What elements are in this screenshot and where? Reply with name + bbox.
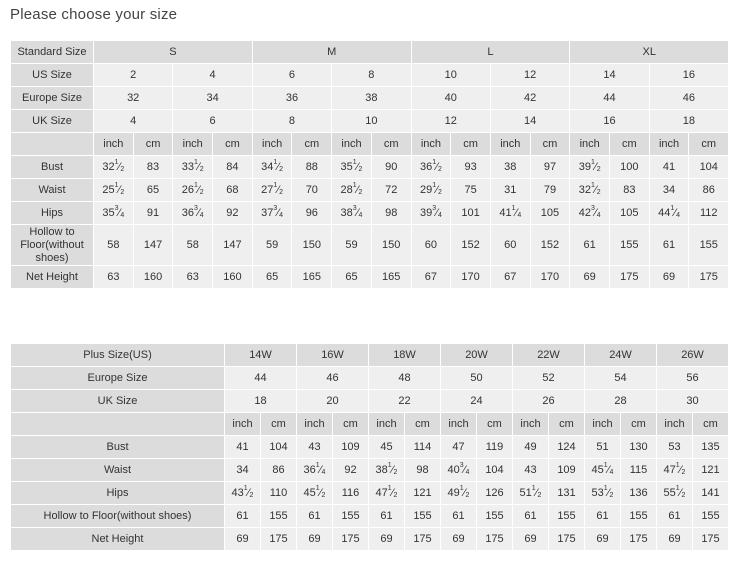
cell-bust-12: $39^1⁄_2$ — [570, 156, 610, 179]
cell-plus-4: 22W — [513, 344, 585, 367]
cell-height-plus-13: 175 — [693, 528, 729, 551]
cell-plus-6: 26W — [657, 344, 729, 367]
row-bust — [11, 156, 729, 179]
cell-waist-plus-12: $47^1⁄_2$ — [657, 459, 693, 482]
cell-hips-7: 98 — [371, 202, 411, 225]
cell-hips-3: 92 — [213, 202, 253, 225]
cell-plus-5: 24W — [585, 344, 657, 367]
cell-height-4: 65 — [252, 266, 292, 289]
cell-hips-plus-10: $53^1⁄_2$ — [585, 482, 621, 505]
row-label-uk-size: UK Size — [11, 110, 94, 133]
cell-bust-0: $32^1⁄_2$ — [94, 156, 134, 179]
row-label-europe-size-plus: Europe Size — [11, 367, 225, 390]
cell-unit-1: cm — [133, 133, 173, 156]
cell-hips-9: 101 — [451, 202, 491, 225]
cell-hollow-11: 152 — [530, 225, 570, 266]
row-waist-plus — [11, 459, 729, 482]
cell-waist-12: $32^1⁄_2$ — [570, 179, 610, 202]
cell-hollow-plus-5: 155 — [405, 505, 441, 528]
cell-height-plus-2: 69 — [297, 528, 333, 551]
cell-eu2-1: 46 — [297, 367, 369, 390]
cell-hollow-14: 61 — [649, 225, 689, 266]
cell-eu2-5: 54 — [585, 367, 657, 390]
cell-unit-plus-0: inch — [225, 413, 261, 436]
row-label-hips: Hips — [11, 202, 94, 225]
cell-bust-plus-10: 51 — [585, 436, 621, 459]
cell-bust-4: $34^1⁄_2$ — [252, 156, 292, 179]
cell-waist-7: 72 — [371, 179, 411, 202]
cell-height-15: 175 — [689, 266, 729, 289]
cell-height-3: 160 — [213, 266, 253, 289]
row-label-net-height-plus: Net Height — [11, 528, 225, 551]
cell-bust-13: 100 — [610, 156, 650, 179]
cell-hollow-10: 60 — [490, 225, 530, 266]
cell-hips-plus-1: 110 — [261, 482, 297, 505]
cell-unit-7: cm — [371, 133, 411, 156]
cell-uk2-6: 30 — [657, 390, 729, 413]
row-label-hollow-to-floor-plus: Hollow to Floor(without shoes) — [11, 505, 225, 528]
cell-unit-14: inch — [649, 133, 689, 156]
cell-eu2-3: 50 — [441, 367, 513, 390]
cell-unit-9: cm — [451, 133, 491, 156]
cell-us-2: 6 — [252, 64, 331, 87]
cell-unit-plus-6: inch — [441, 413, 477, 436]
cell-unit-plus-1: cm — [261, 413, 297, 436]
row-standard-size — [11, 41, 729, 64]
cell-height-plus-4: 69 — [369, 528, 405, 551]
cell-hollow-12: 61 — [570, 225, 610, 266]
row-label-units-plus — [11, 413, 225, 436]
cell-bust-10: 38 — [490, 156, 530, 179]
cell-height-9: 170 — [451, 266, 491, 289]
cell-bust-plus-4: 45 — [369, 436, 405, 459]
cell-waist-13: 83 — [610, 179, 650, 202]
cell-unit-12: inch — [570, 133, 610, 156]
cell-us-0: 2 — [94, 64, 173, 87]
cell-bust-2: $33^1⁄_2$ — [173, 156, 213, 179]
cell-hips-13: 105 — [610, 202, 650, 225]
cell-hips-0: $35^3⁄_4$ — [94, 202, 134, 225]
cell-waist-11: 79 — [530, 179, 570, 202]
cell-height-8: 67 — [411, 266, 451, 289]
cell-plus-2: 18W — [369, 344, 441, 367]
cell-us-4: 10 — [411, 64, 490, 87]
row-waist — [11, 179, 729, 202]
cell-plus-1: 16W — [297, 344, 369, 367]
cell-hips-2: $36^3⁄_4$ — [173, 202, 213, 225]
cell-height-plus-9: 175 — [549, 528, 585, 551]
cell-waist-plus-1: 86 — [261, 459, 297, 482]
cell-height-plus-5: 175 — [405, 528, 441, 551]
cell-hips-1: 91 — [133, 202, 173, 225]
cell-hollow-plus-8: 61 — [513, 505, 549, 528]
cell-hips-plus-13: 141 — [693, 482, 729, 505]
row-europe-size-plus — [11, 367, 729, 390]
cell-hollow-9: 152 — [451, 225, 491, 266]
cell-uk-4: 12 — [411, 110, 490, 133]
cell-eu-0: 32 — [94, 87, 173, 110]
cell-height-12: 69 — [570, 266, 610, 289]
cell-height-plus-0: 69 — [225, 528, 261, 551]
row-net-height — [11, 266, 729, 289]
cell-hollow-13: 155 — [610, 225, 650, 266]
cell-height-1: 160 — [133, 266, 173, 289]
cell-height-0: 63 — [94, 266, 134, 289]
cell-unit-2: inch — [173, 133, 213, 156]
cell-waist-10: 31 — [490, 179, 530, 202]
cell-waist-plus-6: $40^3⁄_4$ — [441, 459, 477, 482]
cell-bust-8: $36^1⁄_2$ — [411, 156, 451, 179]
cell-bust-5: 88 — [292, 156, 332, 179]
row-hollow-to-floor-plus — [11, 505, 729, 528]
cell-hips-4: $37^3⁄_4$ — [252, 202, 292, 225]
cell-hollow-1: 147 — [133, 225, 173, 266]
row-units — [11, 133, 729, 156]
cell-waist-plus-4: $38^1⁄_2$ — [369, 459, 405, 482]
cell-unit-plus-5: cm — [405, 413, 441, 436]
cell-waist-plus-3: 92 — [333, 459, 369, 482]
row-hips-plus — [11, 482, 729, 505]
cell-waist-plus-2: $36^1⁄_4$ — [297, 459, 333, 482]
cell-height-10: 67 — [490, 266, 530, 289]
cell-uk2-2: 22 — [369, 390, 441, 413]
cell-hips-plus-9: 131 — [549, 482, 585, 505]
cell-height-14: 69 — [649, 266, 689, 289]
cell-us-6: 14 — [570, 64, 649, 87]
cell-bust-3: 84 — [213, 156, 253, 179]
row-net-height-plus — [11, 528, 729, 551]
cell-bust-15: 104 — [689, 156, 729, 179]
cell-unit-plus-13: cm — [693, 413, 729, 436]
cell-height-plus-6: 69 — [441, 528, 477, 551]
cell-bust-plus-0: 41 — [225, 436, 261, 459]
cell-bust-7: 90 — [371, 156, 411, 179]
cell-waist-6: $28^1⁄_2$ — [332, 179, 372, 202]
cell-waist-15: 86 — [689, 179, 729, 202]
plus-table-body — [11, 344, 729, 551]
row-label-bust-plus: Bust — [11, 436, 225, 459]
cell-height-plus-11: 175 — [621, 528, 657, 551]
cell-bust-plus-9: 124 — [549, 436, 585, 459]
cell-hips-15: 112 — [689, 202, 729, 225]
cell-unit-10: inch — [490, 133, 530, 156]
row-hips — [11, 202, 729, 225]
cell-unit-3: cm — [213, 133, 253, 156]
cell-eu2-6: 56 — [657, 367, 729, 390]
cell-hips-plus-11: 136 — [621, 482, 657, 505]
cell-bust-1: 83 — [133, 156, 173, 179]
cell-hollow-plus-11: 155 — [621, 505, 657, 528]
cell-hips-plus-8: $51^1⁄_2$ — [513, 482, 549, 505]
size-chart-standard — [10, 40, 729, 289]
cell-unit-plus-3: cm — [333, 413, 369, 436]
cell-plus-0: 14W — [225, 344, 297, 367]
row-label-europe-size: Europe Size — [11, 87, 94, 110]
cell-hollow-plus-9: 155 — [549, 505, 585, 528]
row-label-hips-plus: Hips — [11, 482, 225, 505]
cell-us-1: 4 — [173, 64, 252, 87]
cell-uk-7: 18 — [649, 110, 728, 133]
cell-height-13: 175 — [610, 266, 650, 289]
row-label-bust: Bust — [11, 156, 94, 179]
row-label-net-height: Net Height — [11, 266, 94, 289]
cell-height-plus-1: 175 — [261, 528, 297, 551]
cell-hollow-plus-10: 61 — [585, 505, 621, 528]
cell-uk-1: 6 — [173, 110, 252, 133]
cell-waist-plus-0: 34 — [225, 459, 261, 482]
cell-hollow-plus-1: 155 — [261, 505, 297, 528]
row-label-plus-size: Plus Size(US) — [11, 344, 225, 367]
cell-unit-plus-9: cm — [549, 413, 585, 436]
cell-hollow-plus-4: 61 — [369, 505, 405, 528]
group-header-m: M — [252, 41, 411, 64]
cell-unit-0: inch — [94, 133, 134, 156]
cell-waist-2: $26^1⁄_2$ — [173, 179, 213, 202]
cell-us-3: 8 — [332, 64, 411, 87]
cell-unit-15: cm — [689, 133, 729, 156]
cell-unit-8: inch — [411, 133, 451, 156]
cell-waist-plus-5: 98 — [405, 459, 441, 482]
row-uk-size-plus — [11, 390, 729, 413]
cell-bust-9: 93 — [451, 156, 491, 179]
cell-hips-plus-12: $55^1⁄_2$ — [657, 482, 693, 505]
cell-bust-14: 41 — [649, 156, 689, 179]
cell-unit-11: cm — [530, 133, 570, 156]
cell-bust-plus-2: 43 — [297, 436, 333, 459]
cell-hips-11: 105 — [530, 202, 570, 225]
cell-waist-9: 75 — [451, 179, 491, 202]
cell-height-7: 165 — [371, 266, 411, 289]
row-label-waist-plus: Waist — [11, 459, 225, 482]
cell-hollow-4: 59 — [252, 225, 292, 266]
cell-unit-plus-11: cm — [621, 413, 657, 436]
cell-unit-plus-2: inch — [297, 413, 333, 436]
row-label-uk-size-plus: UK Size — [11, 390, 225, 413]
cell-unit-plus-7: cm — [477, 413, 513, 436]
cell-hollow-6: 59 — [332, 225, 372, 266]
cell-hollow-3: 147 — [213, 225, 253, 266]
cell-hollow-plus-3: 155 — [333, 505, 369, 528]
cell-eu-2: 36 — [252, 87, 331, 110]
row-bust-plus — [11, 436, 729, 459]
row-plus-size — [11, 344, 729, 367]
cell-uk-2: 8 — [252, 110, 331, 133]
cell-bust-plus-11: 130 — [621, 436, 657, 459]
cell-hollow-5: 150 — [292, 225, 332, 266]
cell-unit-plus-12: inch — [657, 413, 693, 436]
cell-hips-10: $41^1⁄_4$ — [490, 202, 530, 225]
cell-bust-plus-12: 53 — [657, 436, 693, 459]
cell-hips-plus-5: 121 — [405, 482, 441, 505]
cell-unit-6: inch — [332, 133, 372, 156]
cell-us-5: 12 — [490, 64, 569, 87]
cell-waist-plus-13: 121 — [693, 459, 729, 482]
cell-uk-5: 14 — [490, 110, 569, 133]
cell-eu-3: 38 — [332, 87, 411, 110]
cell-hollow-plus-12: 61 — [657, 505, 693, 528]
cell-waist-14: 34 — [649, 179, 689, 202]
row-label-hollow-to-floor: Hollow to Floor(without shoes) — [11, 225, 94, 266]
cell-waist-8: $29^1⁄_2$ — [411, 179, 451, 202]
cell-waist-plus-7: 104 — [477, 459, 513, 482]
cell-eu-4: 40 — [411, 87, 490, 110]
cell-waist-5: 70 — [292, 179, 332, 202]
standard-table-body — [11, 41, 729, 289]
cell-waist-plus-9: 109 — [549, 459, 585, 482]
cell-hollow-0: 58 — [94, 225, 134, 266]
cell-hollow-plus-0: 61 — [225, 505, 261, 528]
cell-height-5: 165 — [292, 266, 332, 289]
row-label-us-size: US Size — [11, 64, 94, 87]
cell-height-plus-12: 69 — [657, 528, 693, 551]
cell-height-plus-7: 175 — [477, 528, 513, 551]
cell-uk2-0: 18 — [225, 390, 297, 413]
cell-hips-plus-4: $47^1⁄_2$ — [369, 482, 405, 505]
cell-unit-13: cm — [610, 133, 650, 156]
row-label-waist: Waist — [11, 179, 94, 202]
cell-height-6: 65 — [332, 266, 372, 289]
group-header-xl: XL — [570, 41, 729, 64]
cell-bust-plus-13: 135 — [693, 436, 729, 459]
cell-height-plus-8: 69 — [513, 528, 549, 551]
cell-hips-plus-2: $45^1⁄_2$ — [297, 482, 333, 505]
cell-eu-7: 46 — [649, 87, 728, 110]
cell-height-2: 63 — [173, 266, 213, 289]
cell-unit-plus-8: inch — [513, 413, 549, 436]
cell-hips-plus-3: 116 — [333, 482, 369, 505]
cell-bust-plus-8: 49 — [513, 436, 549, 459]
row-europe-size — [11, 87, 729, 110]
cell-hips-12: $42^3⁄_4$ — [570, 202, 610, 225]
cell-hollow-plus-7: 155 — [477, 505, 513, 528]
cell-uk2-3: 24 — [441, 390, 513, 413]
page-title: Please choose your size — [10, 6, 178, 23]
cell-hips-plus-6: $49^1⁄_2$ — [441, 482, 477, 505]
cell-hips-14: $44^1⁄_4$ — [649, 202, 689, 225]
cell-height-11: 170 — [530, 266, 570, 289]
cell-hollow-plus-2: 61 — [297, 505, 333, 528]
cell-unit-plus-4: inch — [369, 413, 405, 436]
cell-unit-5: cm — [292, 133, 332, 156]
cell-unit-4: inch — [252, 133, 292, 156]
cell-plus-3: 20W — [441, 344, 513, 367]
cell-bust-plus-1: 104 — [261, 436, 297, 459]
cell-height-plus-3: 175 — [333, 528, 369, 551]
cell-waist-4: $27^1⁄_2$ — [252, 179, 292, 202]
cell-uk-3: 10 — [332, 110, 411, 133]
cell-waist-plus-10: $45^1⁄_4$ — [585, 459, 621, 482]
cell-hollow-plus-6: 61 — [441, 505, 477, 528]
cell-hips-plus-7: 126 — [477, 482, 513, 505]
group-header-s: S — [94, 41, 253, 64]
cell-eu-6: 44 — [570, 87, 649, 110]
cell-bust-11: 97 — [530, 156, 570, 179]
cell-eu2-4: 52 — [513, 367, 585, 390]
cell-uk2-1: 20 — [297, 390, 369, 413]
row-hollow-to-floor — [11, 225, 729, 266]
cell-waist-plus-11: 115 — [621, 459, 657, 482]
size-chart-plus — [10, 343, 729, 551]
cell-unit-plus-10: inch — [585, 413, 621, 436]
cell-hollow-15: 155 — [689, 225, 729, 266]
cell-eu-1: 34 — [173, 87, 252, 110]
row-label-units — [11, 133, 94, 156]
cell-hollow-plus-13: 155 — [693, 505, 729, 528]
cell-bust-plus-3: 109 — [333, 436, 369, 459]
cell-waist-3: 68 — [213, 179, 253, 202]
cell-eu-5: 42 — [490, 87, 569, 110]
cell-waist-1: 65 — [133, 179, 173, 202]
cell-us-7: 16 — [649, 64, 728, 87]
cell-hips-8: $39^3⁄_4$ — [411, 202, 451, 225]
cell-bust-plus-7: 119 — [477, 436, 513, 459]
cell-bust-plus-6: 47 — [441, 436, 477, 459]
cell-hips-5: 96 — [292, 202, 332, 225]
cell-hollow-8: 60 — [411, 225, 451, 266]
cell-eu2-0: 44 — [225, 367, 297, 390]
cell-uk2-5: 28 — [585, 390, 657, 413]
cell-uk2-4: 26 — [513, 390, 585, 413]
row-units-plus — [11, 413, 729, 436]
row-us-size — [11, 64, 729, 87]
cell-bust-6: $35^1⁄_2$ — [332, 156, 372, 179]
cell-hollow-2: 58 — [173, 225, 213, 266]
cell-waist-plus-8: 43 — [513, 459, 549, 482]
cell-hips-6: $38^3⁄_4$ — [332, 202, 372, 225]
cell-height-plus-10: 69 — [585, 528, 621, 551]
cell-uk-0: 4 — [94, 110, 173, 133]
cell-hips-plus-0: $43^1⁄_2$ — [225, 482, 261, 505]
cell-hollow-7: 150 — [371, 225, 411, 266]
cell-bust-plus-5: 114 — [405, 436, 441, 459]
cell-eu2-2: 48 — [369, 367, 441, 390]
row-uk-size — [11, 110, 729, 133]
cell-waist-0: $25^1⁄_2$ — [94, 179, 134, 202]
row-label-standard-size: Standard Size — [11, 41, 94, 64]
group-header-l: L — [411, 41, 570, 64]
cell-uk-6: 16 — [570, 110, 649, 133]
